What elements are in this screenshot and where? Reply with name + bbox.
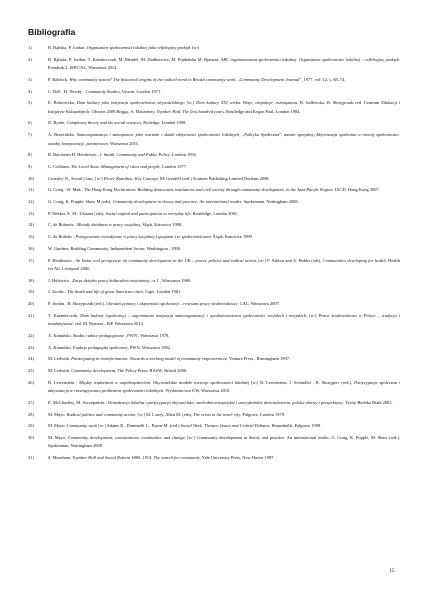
reference-segment: M. Mayo,	[48, 423, 67, 429]
reference-number: 10)	[28, 175, 34, 181]
reference-title: Community Studies	[85, 88, 120, 94]
reference-item	[28, 367, 400, 376]
reference-item	[28, 221, 400, 230]
reference-segment: , Routledge, London 2001.	[190, 210, 239, 216]
reference-text	[48, 132, 400, 146]
reference-title: Community development, contestations, continuities and change	[67, 434, 185, 440]
reference-text	[48, 313, 400, 327]
reference-number: 6)	[28, 120, 32, 126]
reference-title: Postępowanie metodyczne w pracy socjalnej z grupami i ze społecznościami	[75, 234, 211, 240]
reference-segment: , [w:] Community development in theory and practice: An international reader, G. Craig, K. Popple, M. Shaw (red.), Spokesman, Nottingham 2008.	[48, 434, 400, 449]
reference-segment: , Palgrave, London 1979.	[240, 411, 286, 417]
reference-title: Community development in theory and practice: An international reader	[112, 199, 242, 205]
reference-item	[28, 88, 400, 97]
reference-text	[48, 199, 299, 204]
reference-text	[48, 246, 181, 251]
reference-segment: , [w:]	[305, 312, 319, 318]
reference-list	[28, 44, 400, 466]
reference-number: 17)	[28, 257, 34, 263]
reference-segment: C. Cokburn,	[48, 164, 71, 169]
reference-text	[48, 368, 187, 373]
reference-text	[48, 333, 169, 338]
reference-segment: , Unwin, London 1971.	[119, 88, 162, 94]
reference-number: 7)	[28, 132, 32, 138]
reference-segment: B. Butcherm H. Henderson , J. Smith,	[48, 152, 117, 158]
reference-segment: C. Bell , H. Newby ,	[48, 88, 86, 94]
reference-number: 4)	[28, 88, 32, 94]
reference-segment: P. Baldock,	[48, 76, 70, 82]
reference-item	[28, 131, 400, 148]
reference-segment: P. Jordan , B. Skrzypczak (red.),	[48, 301, 107, 307]
reference-segment: , London 1977.	[159, 164, 188, 169]
reference-title: The death and life of great American cities	[67, 289, 143, 295]
reference-item	[28, 355, 400, 364]
reference-segment: , PWN, Warszawa 1982.	[127, 344, 172, 350]
reference-segment: C. de Robertis ,	[48, 222, 77, 228]
reference-segment: , London 1993.	[169, 152, 198, 158]
reference-item	[28, 399, 400, 408]
reference-segment: , Cape, London 1961.	[142, 289, 182, 295]
reference-number: 31)	[28, 455, 34, 461]
reference-number: 9)	[28, 164, 32, 169]
reference-segment: , Yale University Press, New Haven 1987.	[199, 455, 275, 461]
reference-segment: , Routledge and Kegan Paul, London 1984.	[223, 108, 301, 114]
reference-title: Toynbee Hall and Social Reform 1880–1914. The search for community	[72, 455, 200, 461]
reference-item	[28, 245, 400, 254]
reference-title: Organizator społeczności lokalnej jako refleksyjny praktyk	[86, 45, 191, 50]
reference-segment: A. Kamiński,	[48, 344, 73, 350]
reference-text	[48, 380, 400, 394]
reference-title: Social Work. Themes, Issues and Critical Debates	[180, 423, 270, 429]
reference-title: Samoorganizacja i samopomoc jako warunki i skutki aktywności społeczności lokalnych	[76, 132, 240, 138]
reference-title: Social capital and participation in everyday life	[105, 210, 191, 216]
reference-segment: , Śląsk, Katowice 1998.	[140, 222, 183, 228]
reference-segment: Crossley N., Social Class, [w:]	[48, 175, 104, 181]
reference-number: 29)	[28, 423, 34, 429]
reference-segment: B. Lewenstein ,	[48, 379, 80, 385]
reference-title: Participating in transformation: Towards a working model of community empowerment	[71, 356, 227, 362]
reference-segment: B. Bąbska, P. Jordan, T. Kaźmierczak, M. Mendel, M. Dudkiewicz, M. Popłońska M. Rymsza,	[48, 56, 221, 62]
reference-segment: , IACD, Hong Kong 2007.	[332, 187, 380, 193]
reference-segment: , PWN , Warszawa 1978.	[123, 332, 170, 338]
reference-number: 8)	[28, 152, 32, 158]
reference-item	[28, 56, 400, 73]
reference-item	[28, 99, 400, 116]
reference-item	[28, 344, 400, 353]
reference-title: The Local State. Management of cities and people	[70, 164, 160, 169]
reference-text	[48, 435, 400, 449]
reference-item	[28, 151, 400, 160]
reference-item	[28, 434, 400, 451]
reference-segment: A. Kamiński,	[48, 332, 73, 338]
reference-text	[48, 234, 253, 239]
reference-text	[48, 77, 345, 82]
reference-segment: , CAL, Warszawa 2007.	[237, 301, 280, 307]
reference-item	[28, 76, 400, 85]
reference-text	[48, 100, 400, 114]
reference-number: 20)	[28, 301, 34, 307]
reference-segment: , Venture Press., Birmingham 1997.	[226, 356, 291, 362]
reference-title: Community and Public Policy	[116, 152, 170, 158]
reference-title: Community work	[66, 423, 98, 429]
reference-item	[28, 422, 400, 431]
reference-title: Community Development Journal	[239, 76, 300, 82]
reference-title: Praca środowiskowa w Polsce – tradycja i teraźniejszość	[48, 312, 400, 327]
reference-text	[48, 164, 187, 169]
reference-text	[48, 45, 199, 50]
reference-text	[48, 211, 238, 216]
reference-segment: M. Ledwith,	[48, 356, 72, 362]
reference-item	[28, 210, 400, 219]
reference-text	[48, 455, 274, 460]
reference-title: Partycypacja społeczna i aktywizacja w rozwiązywaniu problemów społeczności lokalnych	[48, 379, 401, 394]
reference-number: 25)	[28, 368, 34, 373]
reference-text	[48, 120, 186, 125]
reference-number: 16)	[28, 245, 34, 251]
reference-segment: M. Ledwith,	[48, 368, 72, 373]
reference-segment: . Obywatelskie modele rozwoju społeczności lokalnej [w:] B. Lewenstein, J. Schindler , R. Skrzypiec (red.),	[149, 379, 354, 385]
reference-title: Między trądzeniem a współrządzeniem	[79, 379, 150, 385]
reference-text	[48, 400, 393, 405]
reference-segment: J. Hulewicz ,	[48, 277, 73, 283]
reference-segment: M. Mayo,	[48, 434, 68, 440]
reference-title: Studia i szkice pedagogiczne	[72, 332, 124, 338]
reference-item	[28, 454, 400, 463]
reference-item	[28, 44, 400, 53]
reference-segment: , red. M. Rymsza , ISP, Warszawa 2014.	[72, 321, 144, 327]
reference-number: 19)	[28, 289, 34, 295]
reference-text	[48, 89, 161, 94]
reference-segment: , Spokesman, Nottingham 2008.	[241, 199, 299, 205]
reference-title: Aktywizacja społeczna a rozwój społeczności: zasoby, kompetencje, partnerstwo	[48, 132, 400, 146]
reference-segment: J. Jacobs ,	[48, 289, 68, 295]
reference-title: Dom ludowy (społeczny) – zapomniana instytucja samoorganizacji i upodmiotowienia społeczności wiejskich i miejskich	[80, 312, 306, 318]
reference-segment: M. Mayo,	[48, 411, 67, 417]
reference-segment: , B. Jedlewska, B. Skrzypczak red. Centrum Edukacji i Inicjatyw Kulturalnych, Olsztyn 2009.Briggs, A. Macartney,	[48, 100, 400, 114]
reference-segment: [w:] Adams R., Dominelli L., Payne M. (red.)	[97, 423, 181, 429]
reference-number: 27)	[28, 399, 34, 405]
reference-text	[48, 57, 400, 71]
reference-segment: G. Craig . W. Mak ,	[48, 187, 84, 193]
reference-text	[48, 289, 181, 294]
reference-segment: P. Dekker, E. M., Uslaner (eds),	[48, 210, 106, 216]
reference-segment: , Houndmills ,Palgrave 1998.	[269, 423, 322, 429]
reference-number: 13)	[28, 210, 34, 216]
reference-item	[28, 379, 400, 396]
reference-number: 14)	[28, 222, 34, 228]
reference-text	[48, 258, 400, 272]
reference-text	[48, 222, 182, 227]
reference-item	[28, 163, 400, 172]
reference-title: An histor ical perspective on community development in the UK – power, politics and radical action	[75, 257, 256, 263]
reference-item	[28, 411, 400, 420]
reference-segment: S. Meacham,	[48, 455, 73, 461]
reference-title: Dom kultury jako instytucja społeczeństwa obywatelskiego [w:] Dom kultury XXI wieku. Wizje, niepokoje, rozwiązania	[76, 100, 298, 106]
reference-title: Communities developing for health	[322, 257, 386, 263]
reference-segment: W. Gardner, Building Community, Independent Sector, Washington , 1990.	[48, 245, 182, 251]
reference-number: 26)	[28, 379, 34, 385]
reference-segment: , Tychy-Bielsko Biała 2003.	[342, 399, 393, 405]
reference-title: Complexity theory and the social sciences	[66, 120, 142, 126]
reference-text	[48, 187, 380, 192]
reference-segment: , „Polityka Społeczna”, numer specjalny„	[239, 132, 316, 138]
reference-title: Radical politics and community action	[66, 411, 136, 417]
reference-number: 1)	[28, 45, 32, 50]
reference-segment: , cz.1 , Warszawa 1960.	[149, 277, 192, 283]
reference-text	[48, 176, 270, 181]
reference-segment: , „	[235, 76, 240, 82]
reference-number: 12)	[28, 199, 34, 205]
reference-title: Pierre Bourdieu: Key Concept	[103, 175, 158, 181]
reference-title: The crisis in the inner-city	[193, 411, 241, 417]
reference-segment: E. Bobrowska,	[48, 100, 77, 106]
reference-item	[28, 186, 400, 195]
reference-segment: G. Craig, K. Popple, Shaw M (eds),	[48, 199, 113, 205]
reference-number: 23)	[28, 344, 34, 350]
reference-segment: , Health for All, Liverpool 2000.	[48, 257, 400, 271]
reference-text	[48, 301, 280, 306]
reference-segment: C. de Robetis ,	[48, 234, 76, 240]
reference-item	[28, 119, 400, 128]
reference-segment: , [w:] M. Loney, Allen M. (eds),	[135, 411, 194, 417]
reference-segment: , The Policy Press/ BASW, Bristol 2006.	[115, 368, 188, 373]
reference-title: Community development	[71, 368, 116, 373]
reference-number: 11)	[28, 187, 34, 193]
reference-title: Toynbee Hall. The first hundred years	[156, 108, 224, 114]
reference-title: ABC organizowania społeczności lokalnej. Organizator społeczności lokalnej – refleksyjny praktyk	[220, 56, 399, 62]
reference-number: 24)	[28, 356, 34, 362]
reference-segment: [w:]	[190, 45, 200, 50]
reference-segment: P. Henderson ,	[48, 257, 76, 263]
reference-number: 21)	[28, 312, 34, 318]
reference-number: 18)	[28, 277, 34, 283]
reference-item	[28, 300, 400, 309]
page-number: 15	[389, 568, 395, 574]
reference-item	[28, 257, 400, 274]
reference-segment: T. Kaźmierczak,	[48, 312, 81, 318]
bibliography-heading: Bibliografia	[28, 27, 76, 37]
reference-title: Zarys dziejów pracy kulturalno-oświatowej	[72, 277, 150, 283]
reference-item	[28, 288, 400, 297]
reference-item	[28, 312, 400, 329]
reference-segment: , Wydawnictwa UW, Warszawa 2010.	[163, 388, 231, 394]
reference-title: Funkcje pedagogiki społecznej	[72, 344, 128, 350]
reference-item	[28, 332, 400, 341]
reference-segment: , Śląsk, Katowice 1999.	[210, 234, 253, 240]
reference-segment: , Warszawa 2011.	[107, 140, 140, 146]
reference-item	[28, 233, 400, 242]
reference-segment: B. Bąbska, P. Jordan,	[48, 45, 87, 50]
reference-text	[48, 278, 191, 283]
reference-segment: , M. Grenfell (red.) Acumen Publishing Limited Durham 2008.	[157, 175, 270, 181]
reference-segment: ”, 1977, vol. 12, s. 68–74.	[299, 76, 346, 82]
reference-number: 3)	[28, 76, 32, 82]
reference-title: The Hong Kong Declaration: Building democratic institutions and civil society through community development, in the Asia-Pacific Region	[84, 187, 333, 193]
reference-segment: D. Byrne,	[48, 120, 67, 126]
reference-title: Ośrodek pomocy i aktywności społecznej – renesans pracy środowiskowej	[106, 301, 238, 307]
reference-title: Metody działania w pracy socjalnej	[76, 222, 141, 228]
reference-number: 28)	[28, 411, 34, 417]
reference-title: Demokracja lokalna i partycypacja obywatelska: zachodnioeuropejskie i amerykańskie doświadczenia, polskie obawy i perspektywy	[107, 399, 343, 405]
reference-number: 15)	[28, 234, 34, 240]
reference-text	[48, 412, 285, 417]
reference-segment: , [w:] P. Ashton and A. Hobbs (eds),	[256, 257, 323, 263]
reference-text	[48, 423, 321, 428]
reference-item	[28, 175, 400, 184]
reference-title: Why community action? The historical origins of the radical trend in British community work	[69, 76, 236, 82]
reference-segment: . Poradnik 2, ISP/CAL, Warszawa 2014.	[48, 56, 400, 71]
reference-number: 22)	[28, 332, 34, 338]
reference-segment: E. McChuskey, M. Szczepański ,	[48, 399, 108, 405]
reference-item	[28, 198, 400, 207]
reference-segment: A. Brzezińska,	[48, 132, 77, 138]
reference-text	[48, 345, 171, 350]
reference-segment: , Rotledge, London 1998.	[141, 120, 187, 126]
reference-text	[48, 152, 197, 157]
reference-number: 5)	[28, 100, 32, 106]
reference-item	[28, 277, 400, 286]
reference-number: 30)	[28, 434, 34, 440]
reference-text	[48, 356, 290, 361]
reference-number: 2)	[28, 56, 32, 62]
